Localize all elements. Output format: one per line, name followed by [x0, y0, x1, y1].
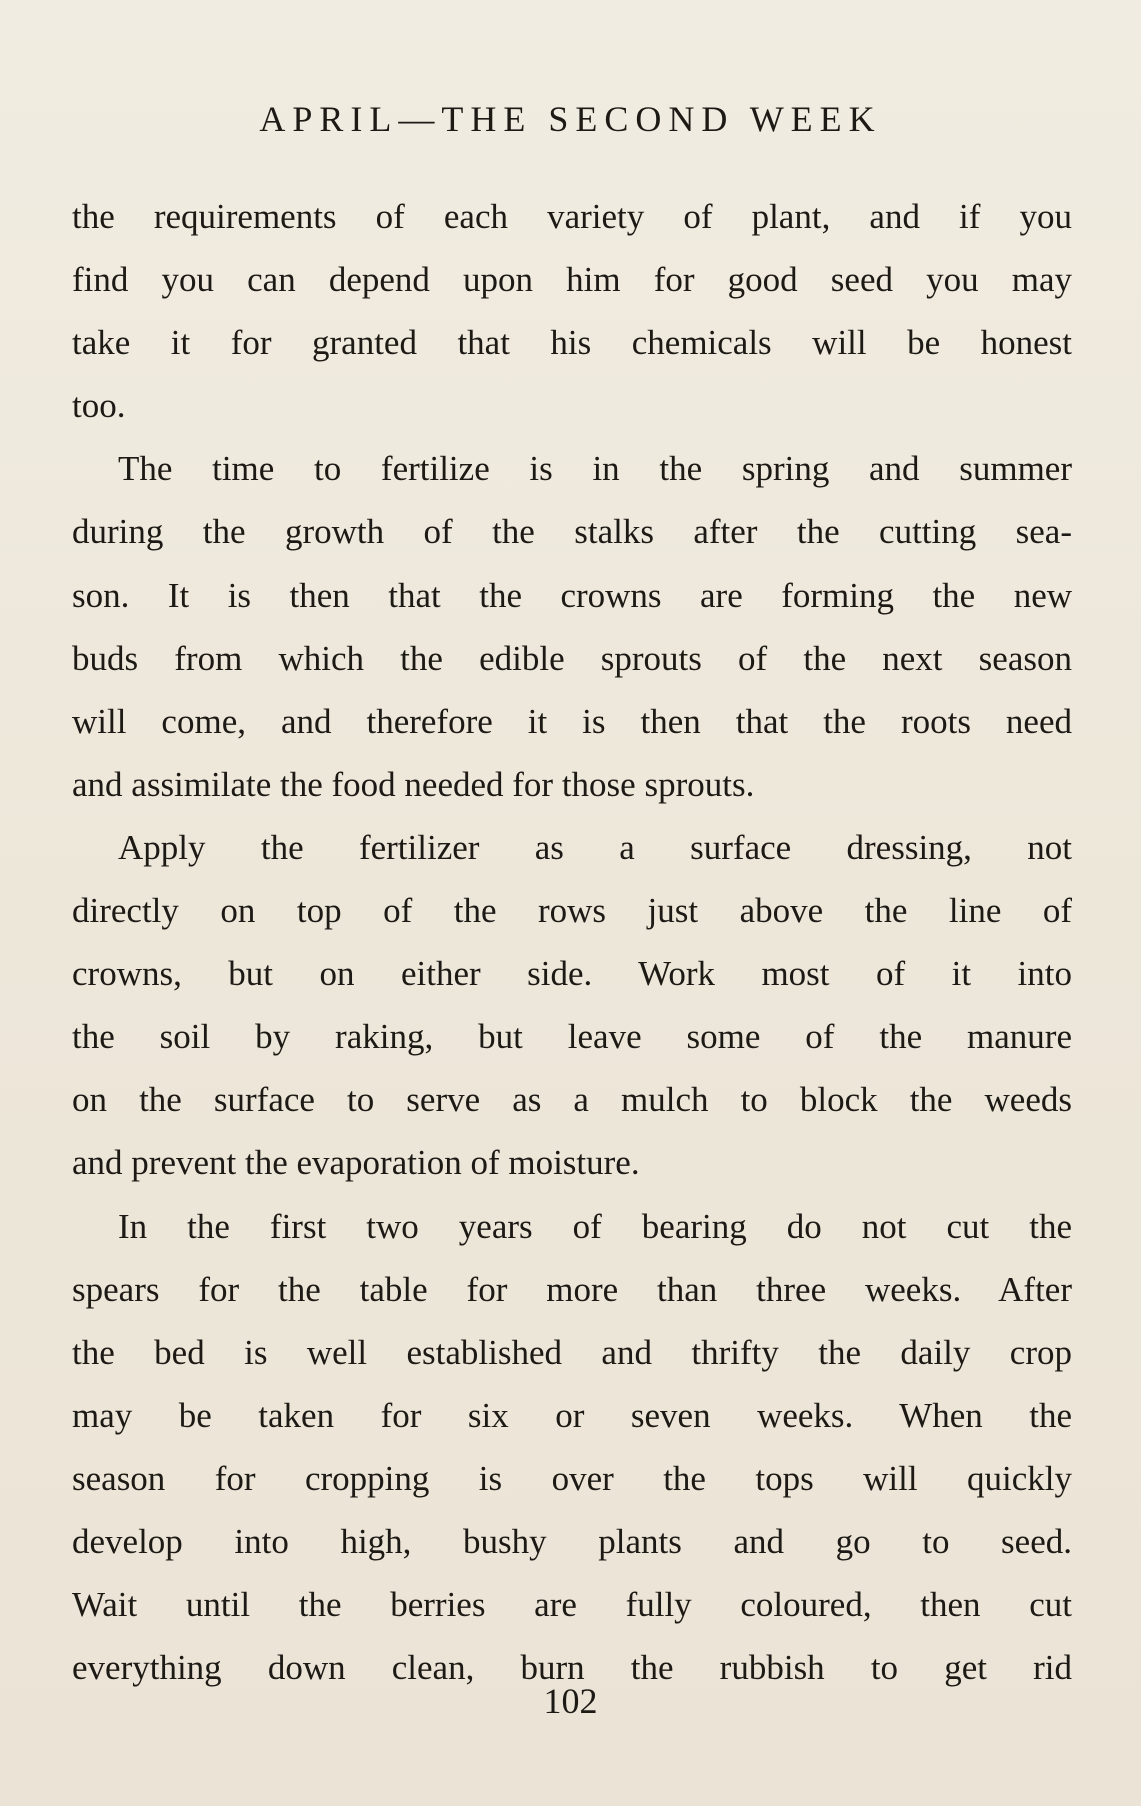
text-line: on the surface to serve as a mulch to block the weeds	[72, 1080, 1072, 1120]
text-line: too.	[72, 386, 126, 426]
text-line: son. It is then that the crowns are forming the new	[72, 575, 1072, 615]
text-line: find you can depend upon him for good seed you may	[72, 260, 1072, 300]
text-line: the bed is well established and thrifty the daily crop	[72, 1332, 1072, 1372]
page-number: 102	[543, 1681, 598, 1721]
text-line: develop into high, bushy plants and go to seed.	[72, 1521, 1072, 1561]
running-head: APRIL—THE SECOND WEEK	[259, 99, 882, 139]
text-line: the requirements of each variety of plant, and if you	[72, 197, 1072, 236]
text-line: crowns, but on either side. Work most of it into	[72, 954, 1072, 994]
text-line: buds from which the edible sprouts of the next season	[72, 638, 1072, 678]
text-line: the soil by raking, but leave some of the manure	[72, 1017, 1072, 1057]
text-line: Apply the fertilizer as a surface dressing, not	[118, 827, 1072, 867]
text-line: In the first two years of bearing do not cut the	[118, 1206, 1072, 1246]
text-line: directly on top of the rows just above the line of	[72, 891, 1072, 931]
text-line: The time to fertilize is in the spring and summer	[118, 449, 1072, 489]
text-line: take it for granted that his chemicals will be honest	[72, 323, 1072, 363]
text-line: and assimilate the food needed for those sprouts.	[72, 764, 755, 804]
text-line: season for cropping is over the tops will quickly	[72, 1458, 1072, 1498]
text-line: Wait until the berries are fully coloured, then cut	[72, 1585, 1072, 1625]
text-line: will come, and therefore it is then that the roots need	[72, 701, 1072, 741]
text-line: may be taken for six or seven weeks. When the	[72, 1395, 1072, 1435]
body-text	[72, 185, 1072, 1699]
text-line: during the growth of the stalks after the cutting sea-	[72, 512, 1072, 552]
text-line: spears for the table for more than three weeks. After	[72, 1269, 1072, 1309]
text-line: and prevent the evaporation of moisture.	[72, 1143, 640, 1183]
text-line: everything down clean, burn the rubbish to get rid	[72, 1648, 1072, 1688]
